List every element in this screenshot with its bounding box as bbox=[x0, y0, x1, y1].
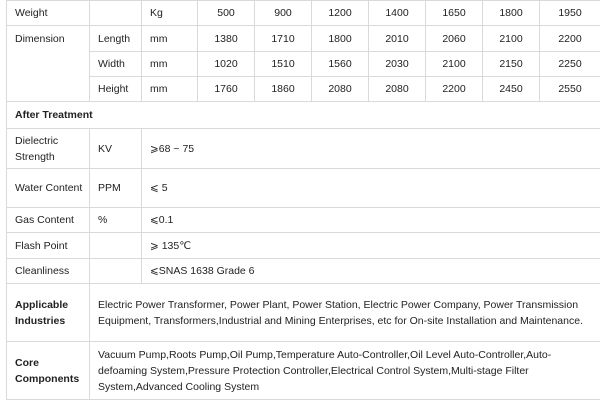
dimension-value: 2100 bbox=[426, 52, 483, 77]
property-value: ⩽SNAS 1638 Grade 6 bbox=[142, 259, 600, 284]
weight-value: 500 bbox=[198, 1, 255, 26]
dimension-row bbox=[7, 77, 600, 102]
dimension-value: 1020 bbox=[198, 52, 255, 77]
property-value: ⩾ 135℃ bbox=[142, 233, 600, 259]
property-label: Gas Content bbox=[7, 208, 90, 233]
property-row bbox=[7, 208, 600, 233]
dimension-unit: mm bbox=[142, 26, 198, 52]
weight-value: 1650 bbox=[426, 1, 483, 26]
weight-unit: Kg bbox=[142, 1, 198, 26]
weight-value: 900 bbox=[255, 1, 312, 26]
core-components-label: Core Components bbox=[7, 342, 90, 400]
dimension-unit: mm bbox=[142, 52, 198, 77]
property-value: ⩽0.1 bbox=[142, 208, 600, 233]
dimension-value: 1710 bbox=[255, 26, 312, 52]
dimension-unit: mm bbox=[142, 77, 198, 102]
dimension-value: 1760 bbox=[198, 77, 255, 102]
dimension-value: 2100 bbox=[483, 26, 540, 52]
dimension-value: 2200 bbox=[426, 77, 483, 102]
weight-value: 1800 bbox=[483, 1, 540, 26]
property-row bbox=[7, 233, 600, 259]
property-unit: KV bbox=[90, 129, 142, 169]
section-heading-row bbox=[7, 102, 600, 129]
property-label: Water Content bbox=[7, 169, 90, 208]
dimension-value: 2550 bbox=[540, 77, 600, 102]
weight-row bbox=[7, 1, 600, 26]
dimension-value: 2250 bbox=[540, 52, 600, 77]
weight-value: 1950 bbox=[540, 1, 600, 26]
property-label: Dielectric Strength bbox=[7, 129, 90, 169]
dimension-value: 2060 bbox=[426, 26, 483, 52]
core-components-row bbox=[7, 342, 600, 400]
weight-label: Weight bbox=[7, 1, 90, 26]
dimension-value: 1560 bbox=[312, 52, 369, 77]
section-heading: After Treatment bbox=[7, 102, 600, 129]
weight-value: 1400 bbox=[369, 1, 426, 26]
applicable-industries-text: Electric Power Transformer, Power Plant, Power Station, Electric Power Company, Power Transmission Equipment, Transformers,Industrial and Mining Enterprises, etc for On-site Installation and Maintenance. bbox=[90, 284, 600, 342]
dimension-value: 2150 bbox=[483, 52, 540, 77]
dimension-sub-label: Width bbox=[90, 52, 142, 77]
dimension-row bbox=[7, 52, 600, 77]
dimension-sub-label: Height bbox=[90, 77, 142, 102]
property-row bbox=[7, 129, 600, 169]
dimension-value: 2200 bbox=[540, 26, 600, 52]
dimension-sub-label: Length bbox=[90, 26, 142, 52]
dimension-value: 2450 bbox=[483, 77, 540, 102]
dimension-value: 1860 bbox=[255, 77, 312, 102]
applicable-industries-row bbox=[7, 284, 600, 342]
property-label: Cleanliness bbox=[7, 259, 90, 284]
specification-table bbox=[6, 0, 600, 400]
dimension-value: 1510 bbox=[255, 52, 312, 77]
property-unit: % bbox=[90, 208, 142, 233]
core-components-text: Vacuum Pump,Roots Pump,Oil Pump,Temperature Auto-Controller,Oil Level Auto-Controller,Auto-defoaming System,Pressure Protection Controller,Electrical Control System,Multi-stage Filter System,Advanced Cooling System bbox=[90, 342, 600, 400]
dimension-row bbox=[7, 26, 600, 52]
property-value: ⩾68 ~ 75 bbox=[142, 129, 600, 169]
dimension-value: 2030 bbox=[369, 52, 426, 77]
dimension-value: 2080 bbox=[312, 77, 369, 102]
dimension-value: 2080 bbox=[369, 77, 426, 102]
weight-value: 1200 bbox=[312, 1, 369, 26]
property-unit bbox=[90, 259, 142, 284]
property-unit bbox=[90, 233, 142, 259]
dimension-value: 1380 bbox=[198, 26, 255, 52]
applicable-industries-label: Applicable Industries bbox=[7, 284, 90, 342]
property-label: Flash Point bbox=[7, 233, 90, 259]
property-unit: PPM bbox=[90, 169, 142, 208]
property-value: ⩽ 5 bbox=[142, 169, 600, 208]
dimension-value: 2010 bbox=[369, 26, 426, 52]
dimension-label: Dimension bbox=[7, 26, 90, 102]
dimension-value: 1800 bbox=[312, 26, 369, 52]
property-row bbox=[7, 169, 600, 208]
property-row bbox=[7, 259, 600, 284]
